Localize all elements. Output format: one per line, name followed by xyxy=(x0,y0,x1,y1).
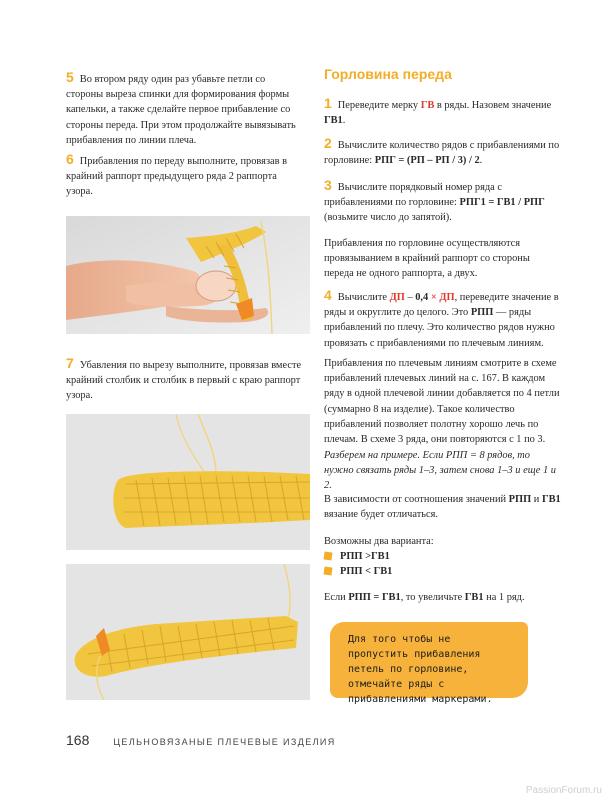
step-4-text: Вычислите xyxy=(337,292,390,303)
variant-text: РПП < ГВ1 xyxy=(340,566,393,578)
photo-hand-crochet xyxy=(66,216,310,334)
paragraph-comparison xyxy=(324,492,562,522)
gv-term: ГВ xyxy=(420,100,435,111)
gv1-term: ГВ1 xyxy=(324,115,343,127)
comparison-and: и xyxy=(531,494,542,505)
equal-text: Если xyxy=(324,592,349,603)
step-1-text: Переведите мерку xyxy=(337,100,421,111)
dp-term-2: ДП xyxy=(439,292,455,303)
equal-formula: РПП = ГВ1 xyxy=(348,592,401,603)
example-text: Разберем на примере. Если РПП = 8 рядов, то нужно связать ряды 1–3, затем снова 1–3 и еще 1 и 2. xyxy=(324,450,556,492)
photo-crochet-strip xyxy=(66,414,310,550)
step-4-minus: – xyxy=(404,292,416,303)
comparison-text: В зависимости от соотношения значений xyxy=(324,494,509,505)
gv1-term-3: ГВ1 xyxy=(464,592,484,603)
example-paragraph xyxy=(324,448,562,494)
paragraph-equal xyxy=(324,590,562,605)
dp-term: ДП xyxy=(389,292,405,303)
step-4-number: 4 xyxy=(324,287,332,303)
tip-note-text: Для того чтобы не пропустить прибавления петель по горловине, отмечайте ряды с прибавлениями маркерами. xyxy=(348,634,493,705)
paragraph-shoulder xyxy=(324,356,562,447)
equal-text-cont: , то увеличьте xyxy=(400,592,465,603)
step-3-number: 3 xyxy=(324,177,332,193)
paragraph-shoulder-text: Прибавления по плечевым линиям смотрите в схеме прибавлений плечевых линий на с. 167. В каждом ряду в одной плечевой линии добавляется по 4 петли (суммарно 8 на изделие). Такое количество прибавлений позволяет полотну хорошо лечь по плечам. В схеме 3 ряда, они повторяются с 1 по 3. xyxy=(324,358,560,446)
step-1-text-cont: в ряды. Назовем значение xyxy=(434,100,552,111)
step-5-number: 5 xyxy=(66,69,74,85)
step-3-text: Вычислите порядковый номер ряда с прибавлениями по горловине: xyxy=(324,182,503,209)
step-4 xyxy=(324,288,562,351)
step-7-number: 7 xyxy=(66,355,74,371)
step-2-formula: РПГ = (РП – РП / 3) / 2 xyxy=(374,155,480,167)
rpp-term: РПП xyxy=(470,307,494,319)
section-heading: Горловина переда xyxy=(324,66,452,82)
equal-end: на 1 ряд. xyxy=(483,592,525,603)
photo-crochet-strip-marker xyxy=(66,564,310,700)
step-3-formula: РПГ1 = ГВ1 / РПГ xyxy=(459,197,545,209)
comparison-end: вязание будет отличаться. xyxy=(324,509,438,521)
bullet-icon xyxy=(323,552,332,561)
variants-title: Возможны два варианта: xyxy=(324,536,434,547)
variants-block xyxy=(324,534,562,580)
step-4-text-cont: , переведите значение в ряды и округлите до целого. Это xyxy=(324,292,559,319)
step-2-end: . xyxy=(479,155,483,167)
bullet-icon xyxy=(323,567,332,576)
page-number: 168 xyxy=(66,732,90,748)
step-2-text: Вычислите количество рядов с прибавлениями по горловине: xyxy=(324,140,560,167)
step-5 xyxy=(66,70,302,148)
variant-text: РПП >ГВ1 xyxy=(340,551,390,563)
step-1-number: 1 xyxy=(324,95,332,111)
paragraph-neckline-text: Прибавления по горловине осуществляются провязыванием в крайний раппорт со стороны переда не одного раппорта, а двух. xyxy=(324,238,530,280)
step-6-number: 6 xyxy=(66,151,74,167)
step-4-text-end: — ряды прибавлений по плечу. Это количество рядов нужно провязать с прибавлениями по плечевым линиям. xyxy=(324,307,555,349)
step-7 xyxy=(66,356,302,404)
coefficient: 0,4 xyxy=(415,292,429,303)
rpp-term-2: РПП xyxy=(508,494,532,505)
step-6-text: Прибавления по переду выполните, провязав в крайний раппорт предыдущего ряда 2 раппорта узора. xyxy=(66,156,288,198)
step-2 xyxy=(324,136,562,168)
multiply-sign: × xyxy=(428,292,440,303)
step-2-number: 2 xyxy=(324,135,332,151)
tip-note xyxy=(330,622,528,705)
paragraph-neckline xyxy=(324,236,562,282)
step-3-end: (возьмите число до запятой). xyxy=(324,212,452,224)
step-7-text: Убавления по вырезу выполните, провязав вместе крайний столбик и столбик в первый с краю раппорт узора. xyxy=(66,360,302,402)
running-title: ЦЕЛЬНОВЯЗАНЫЕ ПЛЕЧЕВЫЕ ИЗДЕЛИЯ xyxy=(113,737,336,747)
step-1 xyxy=(324,96,562,128)
variant-item xyxy=(324,564,562,579)
variant-item xyxy=(324,549,562,564)
step-6 xyxy=(66,152,302,200)
step-1-end: . xyxy=(342,115,346,127)
gv1-term-2: ГВ1 xyxy=(541,494,561,505)
step-5-text: Во втором ряду один раз убавьте петли со стороны выреза спинки для формирования формы капельки, а также сделайте первое прибавление со стороны переда. При этом продолжайте вывязывать прибавления по линии плеча. xyxy=(66,74,296,146)
watermark: PassionForum.ru xyxy=(525,785,602,796)
page-footer xyxy=(66,732,336,748)
step-3 xyxy=(324,178,562,226)
